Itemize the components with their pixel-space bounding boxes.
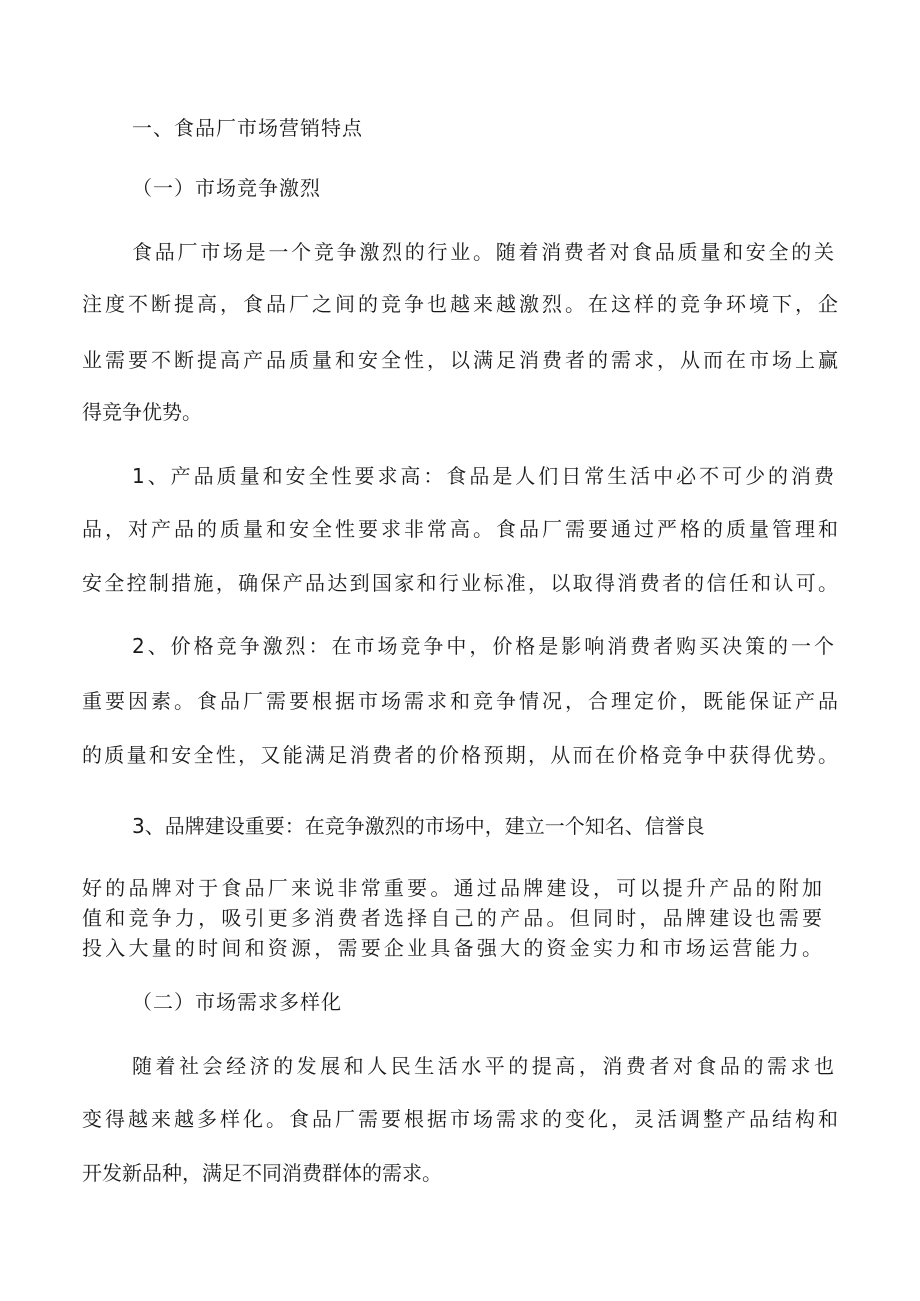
paragraph-line: 随着社会经济的发展和人民生活水平的提高，消费者对食品的需求也 bbox=[132, 1054, 834, 1078]
list-item-line: 好的品牌对于食品厂来说非常重要。通过品牌建设，可以提升产品的附加 bbox=[82, 876, 822, 900]
paragraph-line: 得竞争优势。 bbox=[82, 400, 202, 424]
subsection-heading-competition: （一）市场竞争激烈 bbox=[132, 176, 321, 200]
list-item-line: 的质量和安全性，又能满足消费者的价格预期，从而在价格竞争中获得优势。 bbox=[82, 743, 838, 767]
list-item-line: 3、品牌建设重要：在竞争激烈的市场中，建立一个知名、信誉良 bbox=[132, 814, 705, 838]
paragraph-line: 食品厂市场是一个竞争激烈的行业。随着消费者对食品质量和安全的关 bbox=[132, 240, 834, 264]
list-item-line: 品，对产品的质量和安全性要求非常高。食品厂需要通过严格的质量管理和 bbox=[82, 517, 838, 541]
subsection-heading-demand: （二）市场需求多样化 bbox=[132, 990, 342, 1014]
list-item-line: 重要因素。食品厂需要根据市场需求和竞争情况，合理定价，既能保证产品 bbox=[82, 689, 838, 713]
paragraph-line: 开发新品种，满足不同消费群体的需求。 bbox=[82, 1161, 442, 1185]
paragraph-line: 变得越来越多样化。食品厂需要根据市场需求的变化，灵活调整产品结构和 bbox=[82, 1107, 838, 1131]
list-item-line: 1、产品质量和安全性要求高：食品是人们日常生活中必不可少的消费 bbox=[132, 464, 834, 488]
section-heading: 一、食品厂市场营销特点 bbox=[132, 116, 363, 140]
list-item-line: 安全控制措施，确保产品达到国家和行业标准，以取得消费者的信任和认可。 bbox=[82, 571, 838, 595]
list-item-line: 值和竞争力，吸引更多消费者选择自己的产品。但同时，品牌建设也需要 bbox=[82, 906, 822, 930]
paragraph-line: 业需要不断提高产品质量和安全性，以满足消费者的需求，从而在市场上赢 bbox=[82, 348, 838, 372]
paragraph-line: 注度不断提高，食品厂之间的竞争也越来越激烈。在这样的竞争环境下，企 bbox=[82, 292, 838, 316]
list-item-line: 2、价格竞争激烈：在市场竞争中，价格是影响消费者购买决策的一个 bbox=[132, 634, 834, 658]
list-item-line: 投入大量的时间和资源，需要企业具备强大的资金实力和市场运营能力。 bbox=[82, 936, 822, 960]
